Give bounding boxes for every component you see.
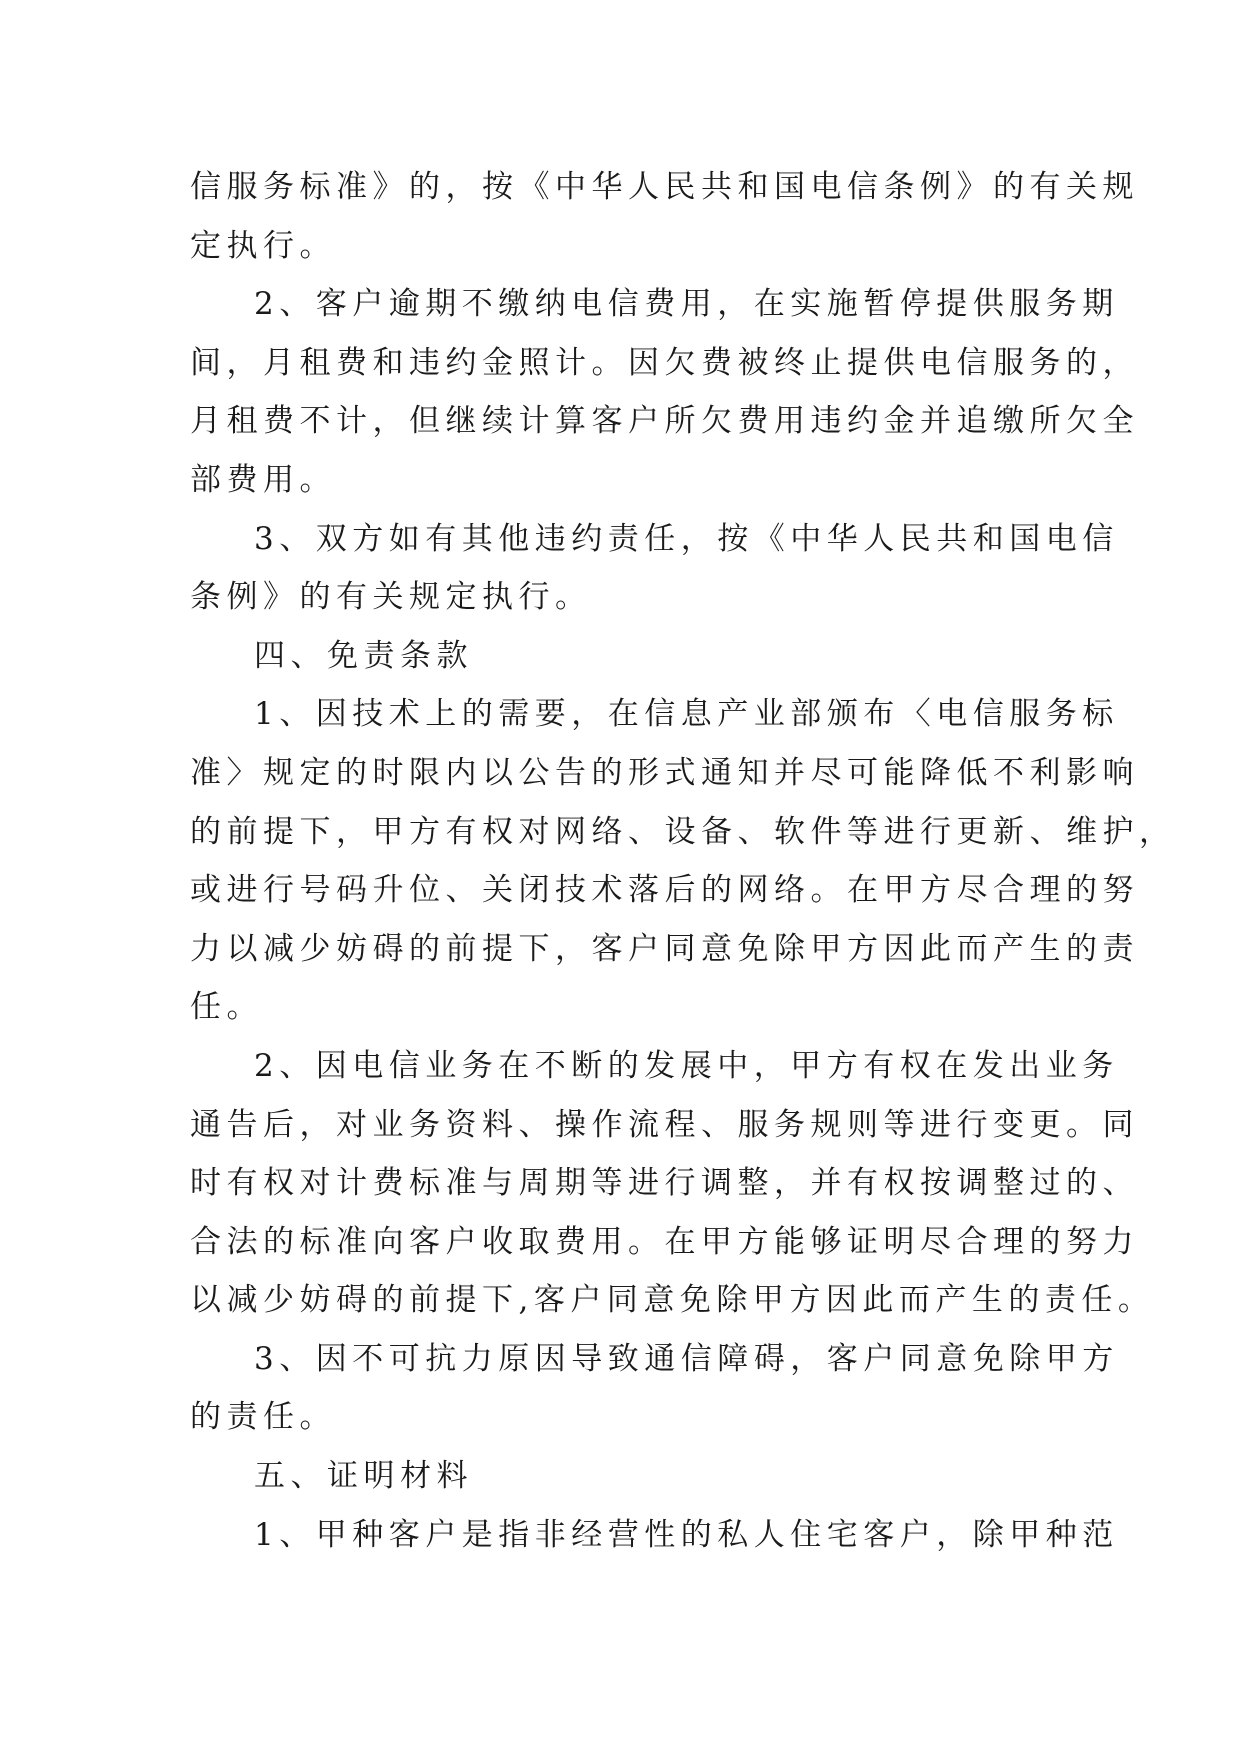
text-line: 信服务标准》的，按《中华人民共和国电信条例》的有关规 [190, 169, 1139, 205]
text-line: 月租费不计，但继续计算客户所欠费用违约金并追缴所欠全 [190, 403, 1139, 440]
text-line: 3、双方如有其他违约责任，按《中华人民共和国电信 [254, 520, 1119, 557]
text-line: 合法的标准向客户收取费用。在甲方能够证明尽合理的努力 [190, 1223, 1139, 1260]
section-heading: 四、免责条款 [254, 637, 473, 674]
text-line: 以减少妨碍的前提下,客户同意免除甲方因此而产生的责任。 [190, 1282, 1155, 1319]
text-line: 1、甲种客户是指非经营性的私人住宅客户，除甲种范 [254, 1516, 1119, 1553]
text-line: 定执行。 [190, 227, 336, 264]
text-line: 的责任。 [190, 1399, 336, 1436]
text-line: 条例》的有关规定执行。 [190, 579, 592, 616]
text-line: 间，月租费和违约金照计。因欠费被终止提供电信服务的， [190, 344, 1139, 381]
document-page [190, 158, 1176, 1564]
text-line: 力以减少妨碍的前提下，客户同意免除甲方因此而产生的责 [190, 930, 1139, 967]
text-line: 时有权对计费标准与周期等进行调整，并有权按调整过的、 [190, 1165, 1139, 1202]
text-line: 部费用。 [190, 461, 336, 498]
text-line: 1、因技术上的需要，在信息产业部颁布〈电信服务标 [254, 696, 1119, 733]
text-line: 2、客户逾期不缴纳电信费用，在实施暂停提供服务期 [254, 286, 1119, 323]
section-heading: 五、证明材料 [254, 1458, 473, 1495]
text-line: 任。 [190, 989, 263, 1026]
text-line: 或进行号码升位、关闭技术落后的网络。在甲方尽合理的努 [190, 872, 1139, 909]
text-line: 的前提下，甲方有权对网络、设备、软件等进行更新、维护， [190, 813, 1176, 850]
text-line: 通告后，对业务资料、操作流程、服务规则等进行变更。同 [190, 1106, 1139, 1143]
text-line: 准〉规定的时限内以公告的形式通知并尽可能降低不利影响 [190, 754, 1139, 791]
text-line: 2、因电信业务在不断的发展中，甲方有权在发出业务 [254, 1047, 1119, 1084]
text-line: 3、因不可抗力原因导致通信障碍，客户同意免除甲方 [254, 1340, 1119, 1377]
